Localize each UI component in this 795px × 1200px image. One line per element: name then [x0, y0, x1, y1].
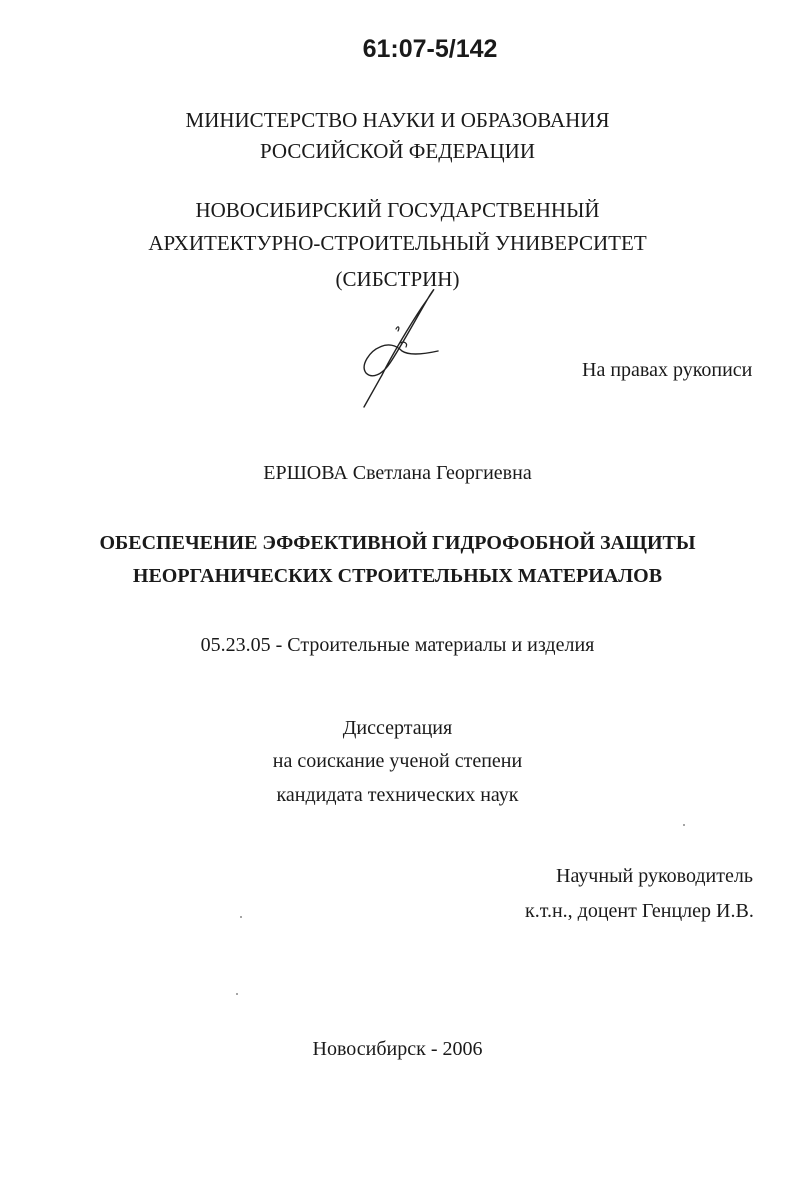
- title-line-2: НЕОРГАНИЧЕСКИХ СТРОИТЕЛЬНЫХ МАТЕРИАЛОВ: [132, 565, 663, 587]
- author-name: ЕРШОВА Светлана Георгиевна: [263, 462, 532, 484]
- dissertation-line-1: Диссертация: [342, 717, 453, 739]
- archive-stamp: 61:07-5/142: [362, 35, 498, 63]
- signature-icon: [352, 285, 452, 410]
- dissertation-line-3: кандидата технических наук: [276, 784, 519, 806]
- ministry-line-1: МИНИСТЕРСТВО НАУКИ И ОБРАЗОВАНИЯ: [185, 108, 610, 132]
- specialty: 05.23.05 - Строительные материалы и изделия: [200, 634, 595, 656]
- scan-speck: [236, 993, 238, 995]
- title-line-1: ОБЕСПЕЧЕНИЕ ЭФФЕКТИВНОЙ ГИДРОФОБНОЙ ЗАЩИТЫ: [99, 532, 696, 554]
- scan-speck: [240, 916, 242, 918]
- city-year: Новосибирск - 2006: [312, 1038, 483, 1060]
- scan-speck: [683, 824, 685, 826]
- university-line-1: НОВОСИБИРСКИЙ ГОСУДАРСТВЕННЫЙ: [195, 198, 600, 222]
- university-abbreviation: (СИБСТРИН): [335, 267, 460, 291]
- supervisor-label: Научный руководитель: [556, 865, 753, 887]
- supervisor-name: к.т.н., доцент Генцлер И.В.: [525, 900, 754, 922]
- dissertation-line-2: на соискание ученой степени: [272, 750, 523, 772]
- university-line-2: АРХИТЕКТУРНО-СТРОИТЕЛЬНЫЙ УНИВЕРСИТЕТ: [148, 231, 647, 255]
- ministry-line-2: РОССИЙСКОЙ ФЕДЕРАЦИИ: [260, 139, 535, 163]
- manuscript-note: На правах рукописи: [582, 359, 753, 381]
